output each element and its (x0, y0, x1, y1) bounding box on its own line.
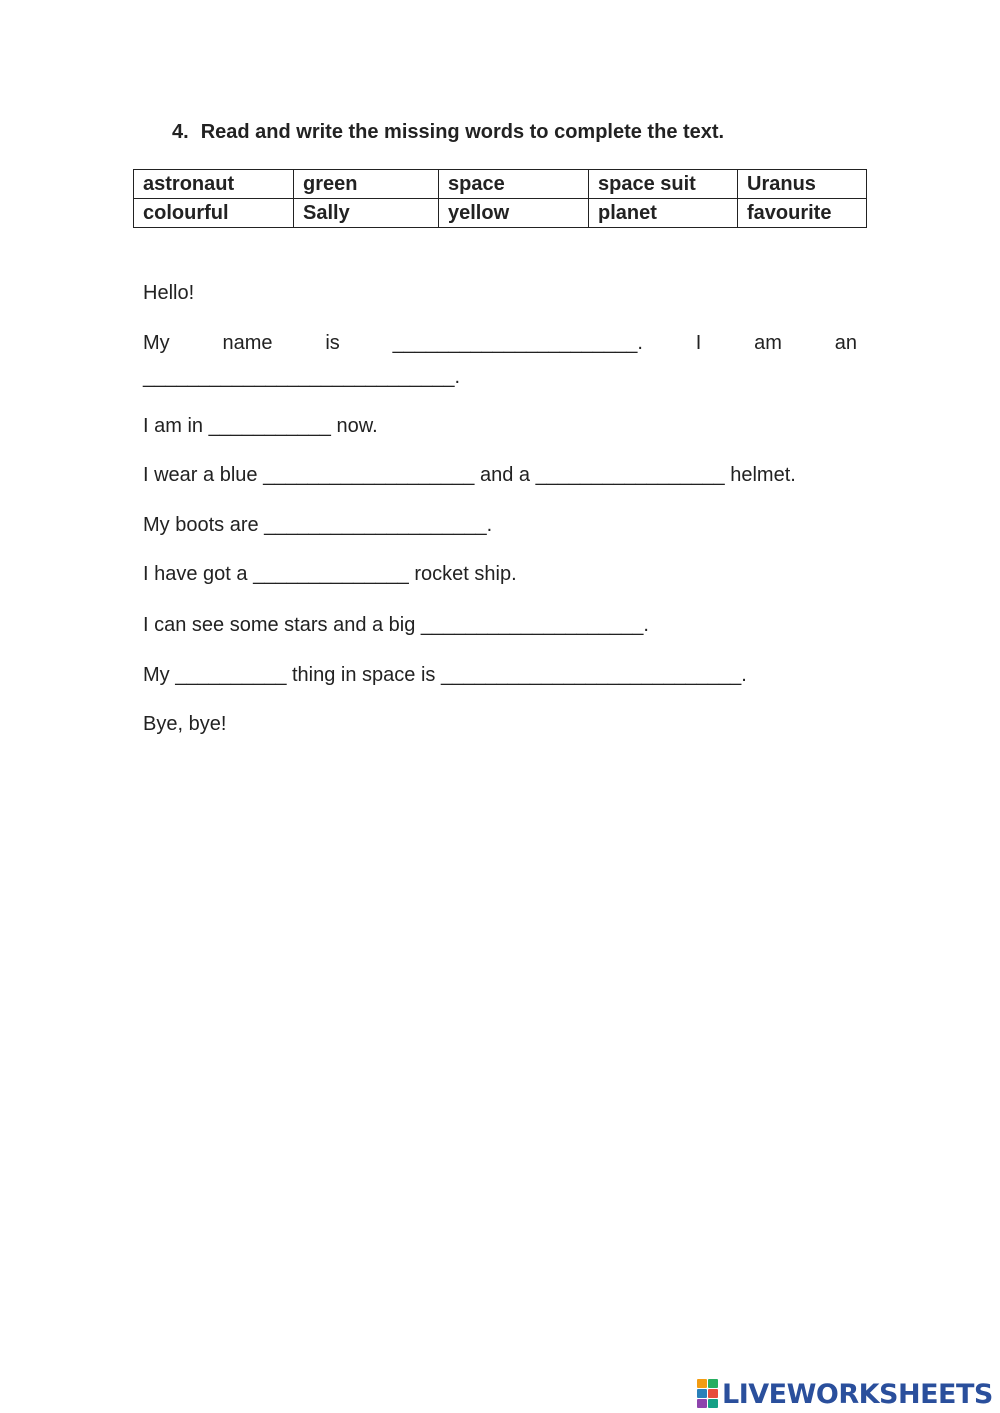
sentence-word: I (695, 332, 702, 354)
logo-mark-square (697, 1379, 707, 1388)
logo-mark-square (708, 1379, 718, 1388)
sentence-word: an (834, 332, 857, 354)
logo-mark-square (708, 1399, 718, 1408)
sentence-rocket[interactable]: I have got a ______________ rocket ship. (143, 563, 517, 585)
logo-mark-icon (697, 1379, 719, 1409)
word-bank-cell: Uranus (738, 170, 867, 199)
word-bank-cell: Sally (294, 199, 439, 228)
word-bank-cell: space (439, 170, 589, 199)
logo-text: LIVEWORKSHEETS (722, 1378, 993, 1410)
word-bank-cell: green (294, 170, 439, 199)
sentence-word: is (325, 332, 340, 354)
instruction-text: Read and write the missing words to complete the text. (200, 121, 725, 143)
word-bank-cell: planet (589, 199, 738, 228)
sentence-word: name (222, 332, 273, 354)
sentence-favourite[interactable]: My __________ thing in space is ___________________________. (143, 664, 747, 686)
logo-mark-square (708, 1389, 718, 1398)
word-bank-row (134, 199, 867, 228)
word-bank-cell: colourful (134, 199, 294, 228)
blank-occupation[interactable]: ____________________________. (143, 366, 461, 388)
liveworksheets-logo (697, 1377, 993, 1411)
word-bank-cell: favourite (738, 199, 867, 228)
sentence-word: am (754, 332, 782, 354)
sentence-name-line (143, 331, 857, 355)
instruction-number: 4. (172, 121, 189, 143)
sentence-word: My (143, 332, 170, 354)
word-bank-table (133, 169, 867, 228)
greeting-line: Hello! (143, 282, 195, 304)
logo-mark-square (697, 1389, 707, 1398)
logo-mark-square (697, 1399, 707, 1408)
sentence-boots[interactable]: My boots are ____________________. (143, 514, 493, 536)
sentence-location[interactable]: I am in ___________ now. (143, 415, 378, 437)
sentence-planet[interactable]: I can see some stars and a big ____________________. (143, 614, 649, 636)
instruction-heading (172, 121, 724, 144)
sentence-clothing[interactable]: I wear a blue ___________________ and a _________________ helmet. (143, 464, 796, 486)
word-bank-row (134, 170, 867, 199)
word-bank-cell: space suit (589, 170, 738, 199)
word-bank-cell: astronaut (134, 170, 294, 199)
farewell-line: Bye, bye! (143, 713, 227, 735)
blank-name[interactable]: ______________________. (392, 332, 643, 354)
word-bank-cell: yellow (439, 199, 589, 228)
